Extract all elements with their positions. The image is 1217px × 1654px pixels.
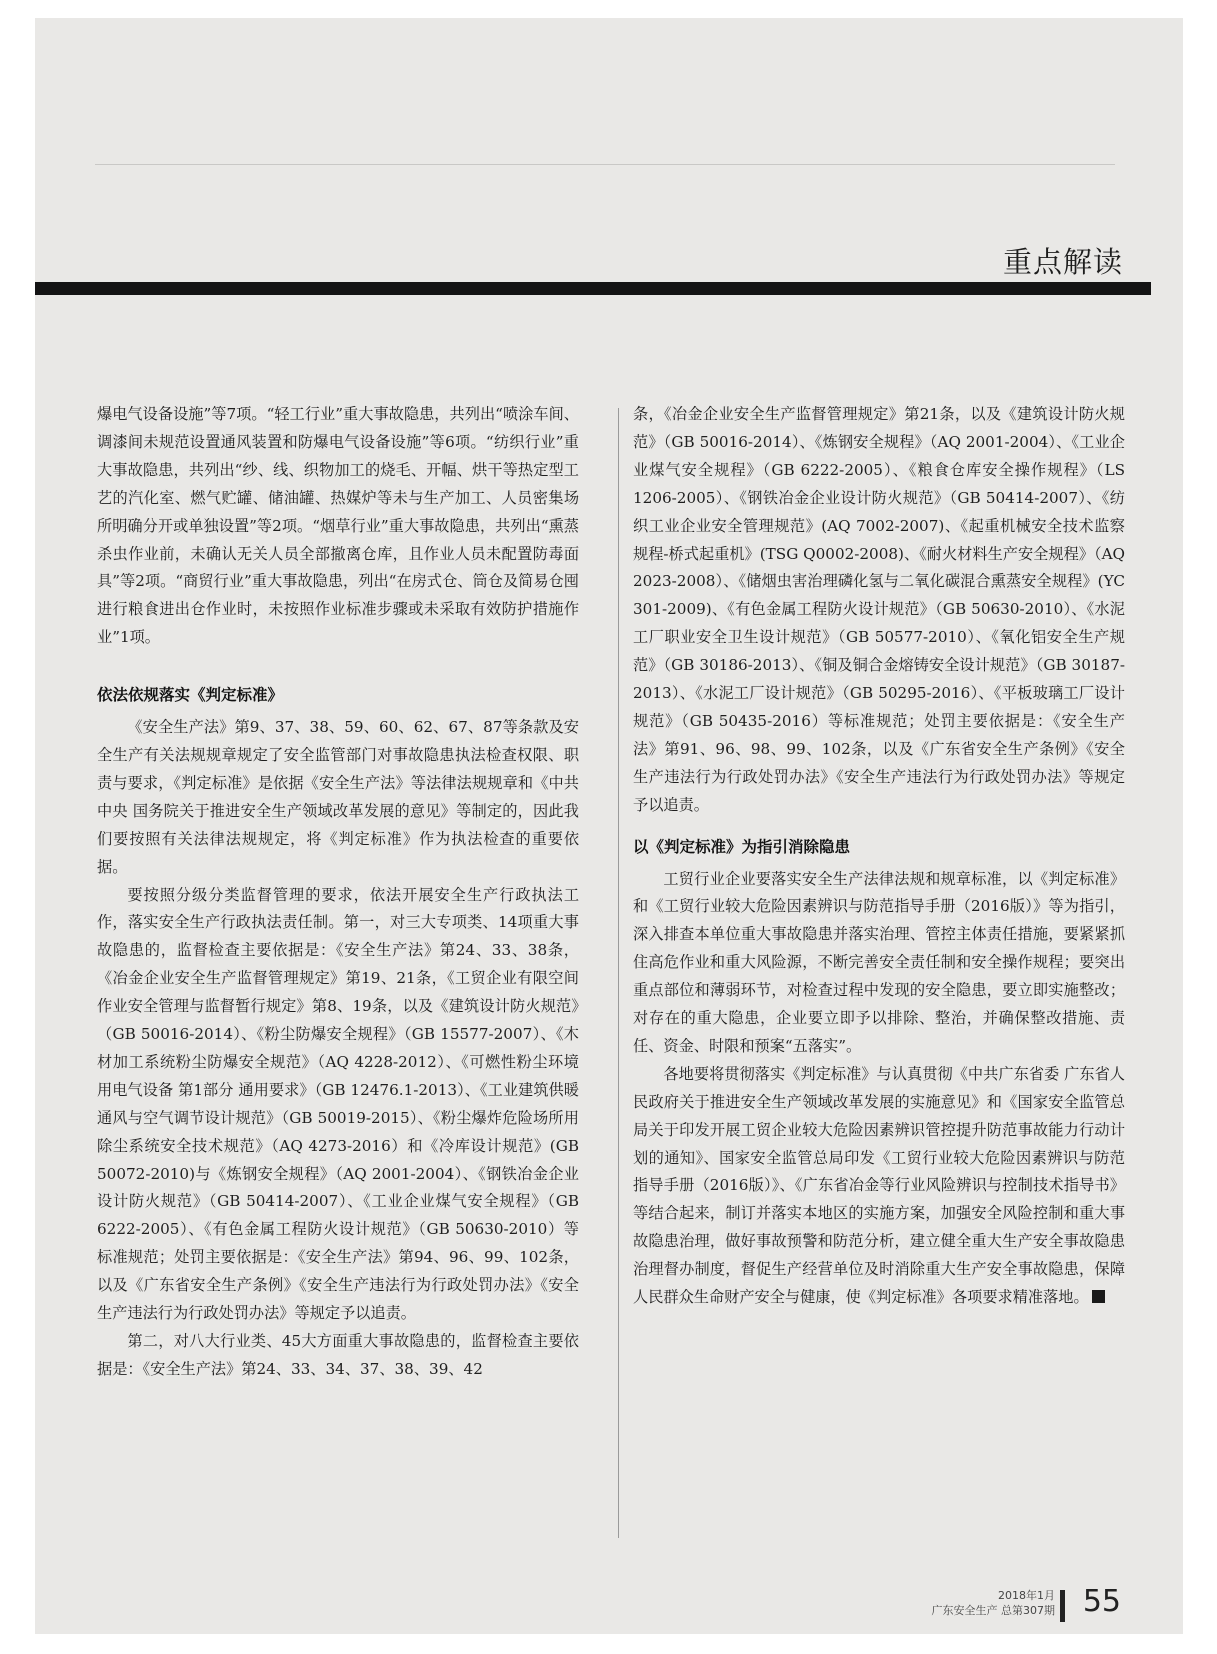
magazine-page [35, 18, 1183, 1634]
footer-bar [1060, 1590, 1065, 1622]
right-column [633, 401, 1125, 1312]
paragraph: 《安全生产法》第9、37、38、59、60、62、67、87等条款及安全生产有关法规规章规定了安全监管部门对事故隐患执法检查权限、职责与要求，《判定标准》是依据《安全生产法》等法律法规规章和《中共中央 国务院关于推进安全生产领域改革发展的意见》等制定的，因此我们要按照有关法律法规规定，将《判定标准》作为执法检查的重要依据。 [97, 718, 579, 876]
left-column [97, 401, 579, 1384]
section-title: 重点解读 [1002, 245, 1123, 279]
paragraph: 工贸行业企业要落实安全生产法律法规和规章标准，以《判定标准》和《工贸行业较大危险因素辨识与防范指导手册（2016版）》等为指引，深入排查本单位重大事故隐患并落实治理、管控主体责任措施，要紧紧抓住高危作业和重大风险源，不断完善安全责任制和安全操作规程；要突出重点部位和薄弱环节，对检查过程中发现的安全隐患，要立即实施整改；对存在的重大隐患，企业要立即予以排除、整治，并确保整改措施、责任、资金、时限和预案“五落实”。 [633, 869, 1125, 1055]
end-mark-icon [1092, 1290, 1105, 1303]
column-divider [618, 408, 619, 1538]
paragraph [633, 1061, 1125, 1312]
issue-date: 2018年1月 [998, 1589, 1055, 1602]
header-rule [95, 164, 1115, 165]
footer-info [932, 1588, 1056, 1618]
header-bar [35, 282, 1151, 295]
paragraph: 第二，对八大行业类、45大方面重大事故隐患的，监督检查主要依据是：《安全生产法》第24、33、34、37、38、39、42 [97, 1332, 579, 1378]
section-heading: 以《判定标准》为指引消除隐患 [633, 837, 851, 856]
page-number: 55 [1082, 1584, 1121, 1619]
paragraph: 条，《冶金企业安全生产监督管理规定》第21条，以及《建筑设计防火规范》（GB 50016-2014）、《炼钢安全规程》（AQ 2001-2004）、《工业企业煤气安全规程》（GB 6222-2005）、《粮食仓库安全操作规程》（LS 1206-2005）、《钢铁冶金企业设计防火规范》（GB 50414-2007）、《纺织工业企业安全管理规范》(AQ 7002-2007)、《起重机械安全技术监察规程-桥式起重机》(TSG Q0002-2008)、《耐火材料生产安全规程》（AQ 2023-2008）、《储烟虫害治理磷化氢与二氧化碳混合熏蒸安全规程》(YC 301-2009)、《有色金属工程防火设计规范》（GB 50630-2010）、《水泥工厂职业安全卫生设计规范》（GB 50577-2010）、《氧化铝安全生产规范》（GB 30186-2013）、《铜及铜合金熔铸安全设计规范》（GB 30187-2013）、《水泥工厂设计规范》（GB 50295-2016）、《平板玻璃工厂设计规范》（GB 50435-2016）等标准规范；处罚主要依据是：《安全生产法》第91、96、98、99、102条，以及《广东省安全生产条例》《安全生产违法行为行政处罚办法》《安全生产违法行为行政处罚办法》等规定予以追责。 [633, 405, 1125, 814]
journal-name: 广东安全生产 总第307期 [931, 1604, 1055, 1617]
section-heading: 依法依规落实《判定标准》 [97, 686, 284, 705]
paragraph: 要按照分级分类监督管理的要求，依法开展安全生产行政执法工作，落实安全生产行政执法责任制。第一，对三大专项类、14项重大事故隐患的，监督检查主要依据是：《安全生产法》第24、33、38条，《冶金企业安全生产监督管理规定》第19、21条，《工贸企业有限空间作业安全管理与监督暂行规定》第8、19条，以及《建筑设计防火规范》（GB 50016-2014）、《粉尘防爆安全规程》（GB 15577-2007）、《木材加工系统粉尘防爆安全规范》（AQ 4228-2012）、《可燃性粉尘环境用电气设备 第1部分 通用要求》（GB 12476.1-2013）、《工业建筑供暖通风与空气调节设计规范》（GB 50019-2015）、《粉尘爆炸危险场所用除尘系统安全技术规范》（AQ 4273-2016）和《冷库设计规范》(GB 50072-2010)与《炼钢安全规程》（AQ 2001-2004）、《钢铁冶金企业设计防火规范》（GB 50414-2007）、《工业企业煤气安全规程》（GB 6222-2005）、《有色金属工程防火设计规范》（GB 50630-2010）等标准规范；处罚主要依据是：《安全生产法》第94、96、99、102条，以及《广东省安全生产条例》《安全生产违法行为行政处罚办法》《安全生产违法行为行政处罚办法》等规定予以追责。 [97, 885, 579, 1323]
paragraph-text: 各地要将贯彻落实《判定标准》与认真贯彻《中共广东省委 广东省人民政府关于推进安全生产领域改革发展的实施意见》和《国家安全监管总局关于印发开展工贸企业较大危险因素辨识管控提升防范事故能力行动计划的通知》、国家安全监管总局印发《工贸行业较大危险因素辨识与防范指导手册（2016版）》、《广东省冶金等行业风险辨识与控制技术指导书》等结合起来，制订并落实本地区的实施方案，加强安全风险控制和重大事故隐患治理，做好事故预警和防范分析，建立健全重大生产安全事故隐患治理督办制度，督促生产经营单位及时消除重大生产安全事故隐患，保障人民群众生命财产安全与健康，使《判定标准》各项要求精准落地。 [633, 1064, 1125, 1307]
paragraph: 爆电气设备设施”等7项。“轻工行业”重大事故隐患，共列出“喷涂车间、调漆间未规范设置通风装置和防爆电气设备设施”等6项。“纺织行业”重大事故隐患，共列出“纱、线、织物加工的烧毛、开幅、烘干等热定型工艺的汽化室、燃气贮罐、储油罐、热媒炉等未与生产加工、人员密集场所明确分开或单独设置”等2项。“烟草行业”重大事故隐患，共列出“熏蒸杀虫作业前，未确认无关人员全部撤离仓库，且作业人员未配置防毒面具”等2项。“商贸行业”重大事故隐患，列出“在房式仓、筒仓及简易仓囤进行粮食进出仓作业时，未按照作业标准步骤或未采取有效防护措施作业”1项。 [97, 405, 579, 647]
